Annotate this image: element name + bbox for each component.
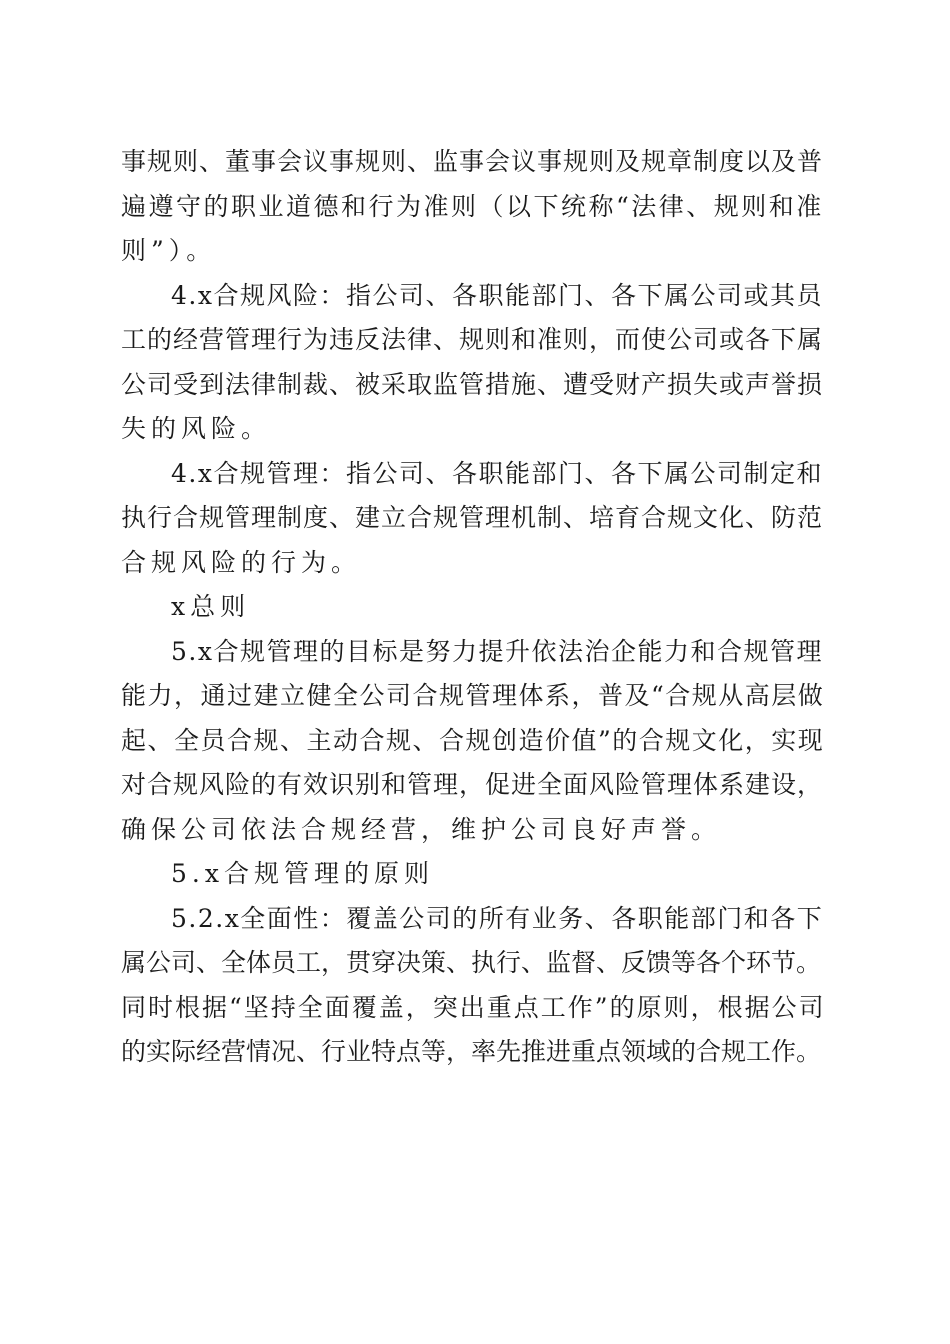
text-line: 工的经营管理行为违反法律、规则和准则，而使公司或各下属 xyxy=(121,325,824,354)
text-line: 对合规风险的有效识别和管理，促进全面风险管理体系建设， xyxy=(121,770,824,799)
text-line-paragraph-start: 5.x合规管理的目标是努力提升依法治企能力和合规管理 xyxy=(171,636,823,666)
text-line-paragraph-start: 4.x合规管理：指公司、各职能部门、各下属公司制定和 xyxy=(171,458,823,488)
text-line: 失的风险。 xyxy=(121,414,272,443)
text-line: 公司受到法律制裁、被采取监管措施、遭受财产损失或声誉损 xyxy=(121,369,824,399)
body-text xyxy=(121,140,826,1075)
text-line: 的实际经营情况、行业特点等，率先推进重点领域的合规工作。 xyxy=(121,1037,822,1066)
text-line: 遍遵守的职业道德和行为准则（以下统称“法律、规则和准 xyxy=(121,191,824,221)
text-line: 起、全员合规、主动合规、合规创造价值”的合规文化，实现 xyxy=(121,725,825,755)
text-line-paragraph-start: 4.x合规风险：指公司、各职能部门、各下属公司或其员 xyxy=(171,280,823,310)
section-heading: x总则 xyxy=(171,592,251,621)
subsection-heading: 5.x合规管理的原则 xyxy=(171,859,434,888)
text-line: 执行合规管理制度、建立合规管理机制、培育合规文化、防范 xyxy=(121,503,824,532)
text-line: 属公司、全体员工，贯穿决策、执行、监督、反馈等各个环节。 xyxy=(121,948,822,977)
text-line-paragraph-start: 5.2.x全面性：覆盖公司的所有业务、各职能部门和各下 xyxy=(171,903,824,933)
text-line: 同时根据“坚持全面覆盖，突出重点工作”的原则，根据公司 xyxy=(121,992,826,1022)
text-line: 事规则、董事会议事规则、监事会议事规则及规章制度以及普 xyxy=(121,147,824,176)
text-line: 则”）。 xyxy=(121,236,217,265)
text-line: 合规风险的行为。 xyxy=(121,547,362,577)
text-line: 能力，通过建立健全公司合规管理体系，普及“合规从高层做 xyxy=(121,681,825,710)
text-line: 确保公司依法合规经营，维护公司良好声誉。 xyxy=(121,814,722,844)
